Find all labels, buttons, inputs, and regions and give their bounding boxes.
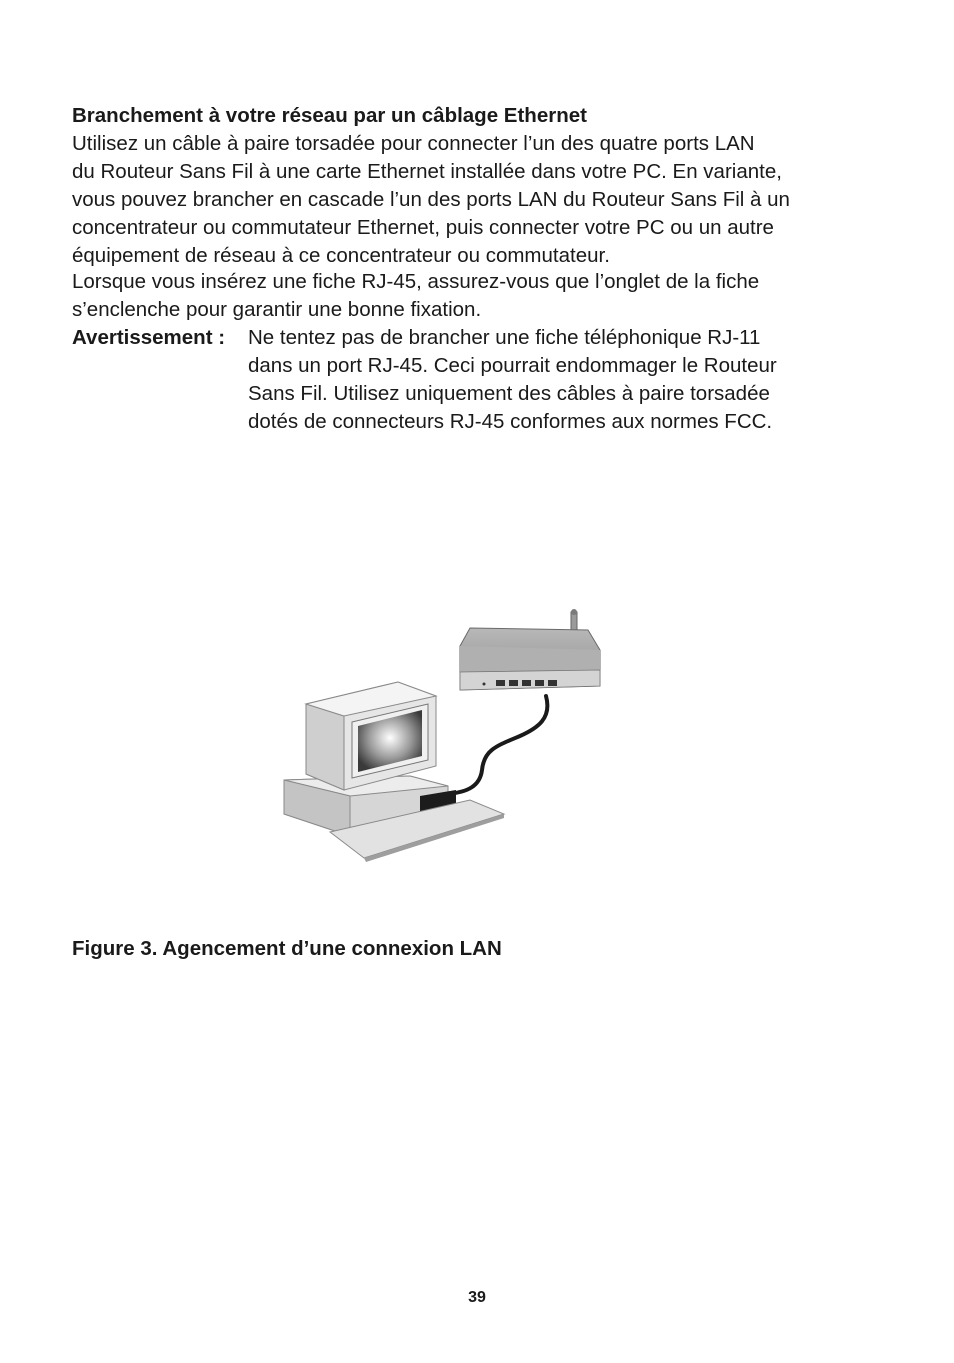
ethernet-cable bbox=[448, 696, 547, 794]
page-number: 39 bbox=[468, 1289, 486, 1306]
warning-line: Sans Fil. Utilisez uniquement des câbles à paire torsadée bbox=[248, 382, 770, 405]
lan-connection-illustration bbox=[270, 600, 630, 870]
warning-line: dotés de connecteurs RJ-45 conformes aux normes FCC. bbox=[248, 410, 773, 433]
warning-label: Avertissement : bbox=[72, 326, 226, 349]
router-icon bbox=[460, 609, 600, 690]
body-line: du Routeur Sans Fil à une carte Ethernet installée dans votre PC. En variante, bbox=[72, 160, 782, 183]
warning-line: Ne tentez pas de brancher une fiche téléphonique RJ-11 bbox=[248, 326, 761, 349]
section-title: Branchement à votre réseau par un câblage Ethernet bbox=[72, 104, 587, 127]
body-line: équipement de réseau à ce concentrateur ou commutateur. bbox=[72, 244, 610, 267]
body-line: concentrateur ou commutateur Ethernet, puis connecter votre PC ou un autre bbox=[72, 216, 774, 239]
body-line: vous pouvez brancher en cascade l’un des ports LAN du Routeur Sans Fil à un bbox=[72, 188, 790, 211]
body-line: Lorsque vous insérez une fiche RJ-45, assurez-vous que l’onglet de la fiche bbox=[72, 270, 760, 293]
body-line: Utilisez un câble à paire torsadée pour connecter l’un des quatre ports LAN bbox=[72, 132, 755, 155]
figure-caption: Figure 3. Agencement d’une connexion LAN bbox=[72, 937, 502, 960]
body-line: s’enclenche pour garantir une bonne fixation. bbox=[72, 298, 482, 321]
computer-icon bbox=[284, 682, 504, 862]
warning-line: dans un port RJ-45. Ceci pourrait endommager le Routeur bbox=[248, 354, 777, 377]
